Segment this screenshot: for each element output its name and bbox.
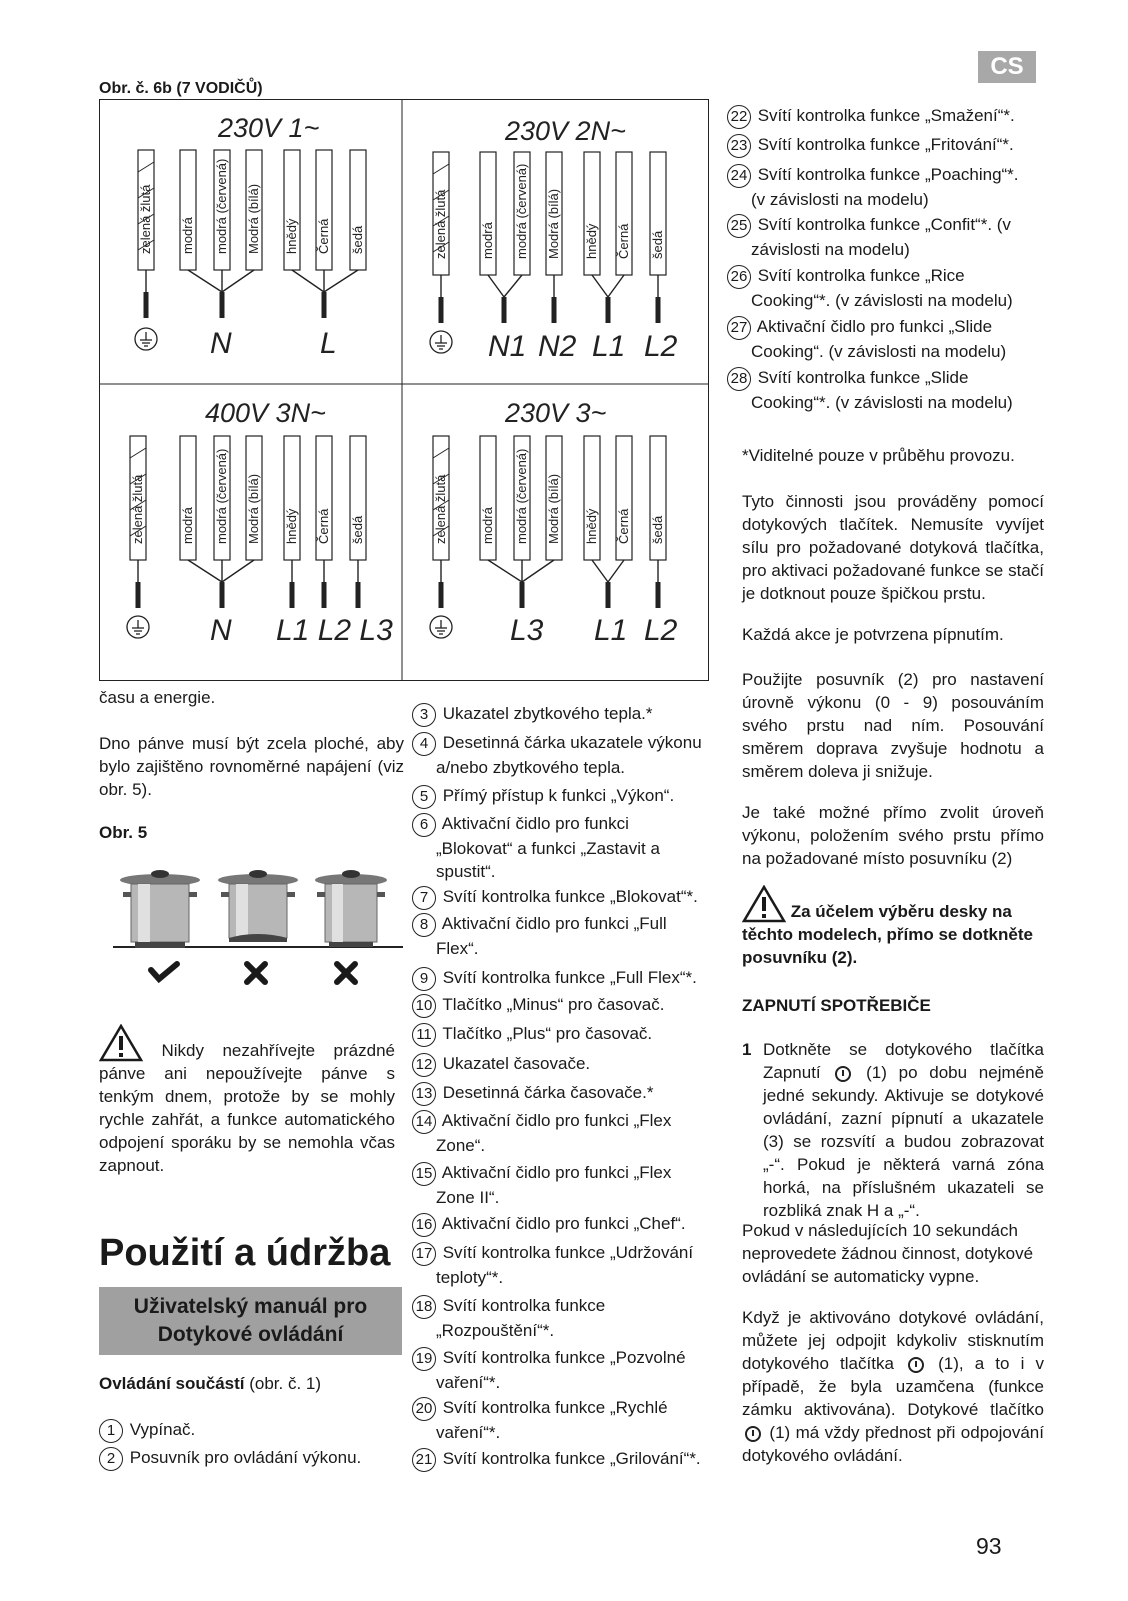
item-number: 12: [412, 1053, 436, 1077]
wire-terminal: [220, 582, 225, 608]
controls-heading: [99, 1372, 404, 1395]
list-item: [727, 163, 1027, 211]
list-item: [412, 966, 712, 991]
manual-title-box: [99, 1287, 402, 1355]
item-text: Ukazatel zbytkového tepla.*: [438, 704, 653, 723]
wire-label: modrá (červená): [514, 448, 529, 544]
list-item: [412, 1447, 712, 1472]
list-item: [99, 1418, 404, 1443]
wire-terminal: [656, 297, 661, 323]
warning-empty-pans: [99, 1024, 395, 1177]
wire-terminal: [439, 582, 444, 608]
manual-title-line-1: Uživatelský manuál pro: [133, 1295, 368, 1318]
pans-illustration: [113, 868, 403, 998]
wire-label: Modrá (bílá): [546, 188, 561, 259]
item-text: Svítí kontrolka funkce „Smažení“*.: [753, 106, 1015, 125]
item-number: 28: [727, 367, 751, 391]
warning-icon: [99, 1024, 143, 1062]
item-number: 17: [412, 1242, 436, 1266]
cross-icon: [247, 964, 265, 982]
wire-label: Černá: [316, 218, 331, 254]
item-text: Tlačítko „Minus“ pro časovač.: [438, 995, 665, 1014]
paragraph-pan-flat: Dno pánve musí být zcela ploché, aby bylo zajištěno rovnoměrné napájení (viz obr. 5).: [99, 734, 404, 799]
wire-terminal: [322, 292, 327, 318]
item-number: 24: [727, 164, 751, 188]
terminal-label: N1: [488, 330, 527, 363]
item-number: 6: [412, 813, 436, 837]
paragraph-beep: Každá akce je potvrzena pípnutím.: [742, 625, 1004, 644]
item-number: 13: [412, 1082, 436, 1106]
wire-label: modrá: [480, 507, 495, 544]
item-number: 21: [412, 1448, 436, 1472]
wire-line: [222, 560, 254, 582]
wire-line: [522, 560, 554, 582]
item-number: 14: [412, 1110, 436, 1134]
item-number: 20: [412, 1397, 436, 1421]
pan-illustration-small: [315, 870, 387, 947]
item-text-continued: vaření“*.: [436, 1372, 501, 1392]
terminal-label: L1 L2 L3: [276, 614, 393, 647]
item-text: Svítí kontrolka funkce „Confit“*. (v: [753, 215, 1011, 234]
item-number: 8: [412, 913, 436, 937]
item-text: Aktivační čidlo pro funkci „Slide: [753, 317, 993, 336]
item-text-continued: závislosti na modelu): [751, 239, 910, 259]
check-icon: [151, 964, 177, 979]
wire-terminal: [220, 292, 225, 318]
item-text: Svítí kontrolka funkce „Udržování: [438, 1243, 694, 1262]
wire-label: šedá: [650, 515, 665, 544]
item-number: 9: [412, 967, 436, 991]
wire-group: [127, 150, 666, 638]
item-text-continued: teploty“*.: [436, 1267, 504, 1287]
wire-label: zelená žlutá: [433, 189, 448, 259]
terminal-label: L: [320, 327, 337, 360]
wire-label: modrá (červená): [514, 163, 529, 259]
item-number: 11: [412, 1023, 436, 1047]
list-item: [727, 104, 1027, 129]
list-item: [412, 1396, 712, 1444]
list-item: [412, 1022, 712, 1047]
item-text-continued: „Rozpouštění“*.: [436, 1320, 555, 1340]
wire-line: [608, 560, 624, 582]
item-number: 19: [412, 1347, 436, 1371]
switch-off-text-a: Když je aktivováno dotykové ovládání, můžete jej odpojit kdykoliv stisknutím dotykového tlačítka: [742, 1308, 1044, 1373]
list-item: [412, 993, 712, 1018]
wire-line: [592, 560, 608, 582]
wire-label: šedá: [350, 515, 365, 544]
wire-label: modrá: [180, 507, 195, 544]
wire-label: modrá: [480, 222, 495, 259]
wire-terminal: [552, 297, 557, 323]
page-number: 93: [976, 1533, 1002, 1559]
list-item: [412, 784, 712, 809]
item-text: Svítí kontrolka funkce „Rice: [753, 266, 965, 285]
wire-terminal: [656, 582, 661, 608]
list-item: [727, 133, 1027, 158]
item-number: 7: [412, 886, 436, 910]
item-text-continued: Zone“.: [436, 1135, 486, 1155]
list-item: [412, 912, 712, 960]
list-item: [412, 731, 712, 779]
wire-label: Modrá (bílá): [546, 473, 561, 544]
power-icon: [745, 1426, 761, 1442]
wire-label: modrá (červená): [214, 448, 229, 544]
wire-label: Černá: [616, 223, 631, 259]
terminal-label: L1: [594, 614, 628, 647]
list-item: [412, 1052, 712, 1077]
wire-label: modrá (červená): [214, 158, 229, 254]
step-1: [742, 1038, 1044, 1222]
ground-icon: [127, 616, 149, 638]
item-number: 25: [727, 214, 751, 238]
terminal-label: L2: [644, 330, 678, 363]
item-text-continued: „Blokovat“ a funkci „Zastavit a spustit“.: [436, 838, 660, 881]
figure-5-label: Obr. 5: [99, 823, 148, 842]
figure-6b-title: Obr. č. 6b (7 VODIČŮ): [99, 80, 263, 97]
step-text: [742, 1038, 1044, 1222]
wire-terminal: [439, 297, 444, 323]
paragraph-direct: Je také možné přímo zvolit úroveň výkonu, položením svého prstu přímo na požadované místo posuvníku (2): [742, 803, 1044, 868]
paragraph-time-energy: času a energie.: [99, 688, 216, 707]
item-text: Svítí kontrolka funkce: [438, 1296, 606, 1315]
wire-label: Modrá (bílá): [246, 183, 261, 254]
list-item: [412, 1294, 712, 1342]
item-text: Posuvník pro ovládání výkonu.: [129, 1448, 362, 1467]
item-text-continued: (v závislosti na modelu): [751, 189, 929, 209]
wire-line: [222, 270, 254, 292]
terminal-label: N: [210, 614, 232, 647]
list-item: [412, 1241, 712, 1289]
quadrant-title-4: 230V 3~: [505, 398, 607, 428]
visibility-note: *Viditelné pouze v průběhu provozu.: [742, 446, 1015, 465]
item-text-continued: Cooking“*. (v závislosti na modelu): [751, 392, 1013, 412]
cross-icon: [337, 964, 355, 982]
item-number: 18: [412, 1295, 436, 1319]
quadrant-title-3: 400V 3N~: [205, 398, 326, 428]
wire-label: šedá: [350, 225, 365, 254]
list-item: [727, 315, 1027, 363]
list-item: [412, 1346, 712, 1394]
item-number: 5: [412, 785, 436, 809]
pan-illustration-curved: [218, 870, 298, 942]
list-item: [727, 366, 1027, 414]
warning-slider: [742, 885, 1044, 969]
item-number: 10: [412, 994, 436, 1018]
list-item: [412, 1161, 712, 1209]
wire-line: [608, 275, 624, 297]
power-icon: [835, 1066, 851, 1082]
list-item: [727, 264, 1027, 312]
item-text: Svítí kontrolka funkce „Poaching“*.: [753, 165, 1019, 184]
list-item: [412, 1109, 712, 1157]
manual-title-line-2: Dotykové ovládání: [157, 1323, 344, 1346]
item-text: Svítí kontrolka funkce „Fritování“*.: [753, 135, 1014, 154]
wire-label: hnědý: [284, 218, 299, 254]
item-text: Přímý přístup k funkci „Výkon“.: [438, 786, 675, 805]
paragraph-switch-off: [742, 1306, 1044, 1467]
wire-terminal: [356, 582, 361, 608]
wire-line: [504, 275, 522, 297]
wire-terminal: [502, 297, 507, 323]
wire-line: [488, 275, 504, 297]
item-text: Aktivační čidlo pro funkci: [438, 814, 629, 833]
paragraph-timeout: Pokud v následujících 10 sekundách neprovedete žádnou činnost, dotykové ovládání se automaticky vypne.: [742, 1221, 1034, 1286]
list-item: [412, 1212, 712, 1237]
warning-text: Nikdy nezahřívejte prázdné pánve ani nepoužívejte pánve s tenkým dnem, protože by se mohly rychle zahřát, a funkce automatického odpojení sporáku by se nemohla včas zapnout.: [99, 1041, 395, 1175]
wire-label: Černá: [316, 508, 331, 544]
item-text-continued: a/nebo zbytkového tepla.: [436, 757, 626, 777]
list-item: [99, 1446, 404, 1471]
item-number: 1: [99, 1419, 123, 1443]
terminal-label: L3: [510, 614, 544, 647]
step-text-b: (1) po dobu nejméně jedné sekundy. Aktivuje se dotykové ovládání, zazní pípnutí a ukazatele (3) se rozsvítí a budou zobrazovat „-“. Pokud je některá varná zóna horká, na příslušném ukazateli se rozbliká znak H a „-“.: [763, 1063, 1045, 1220]
wire-terminal: [606, 297, 611, 323]
item-text: Aktivační čidlo pro funkci „Flex: [438, 1163, 672, 1182]
step-text-a: Dotkněte se dotykového tlačítka Zapnutí: [763, 1040, 1044, 1082]
paragraph-slider: Použijte posuvník (2) pro nastavení úrovně výkonu (0 - 9) posouváním svého prstu nad ním. Posouvání směrem doprava zvyšuje hodnotu a směrem doleva ji snižuje.: [742, 670, 1044, 781]
item-text: Desetinná čárka ukazatele výkonu: [438, 733, 702, 752]
language-badge: CS: [978, 51, 1036, 83]
item-text: Aktivační čidlo pro funkci „Flex: [438, 1111, 672, 1130]
item-text: Aktivační čidlo pro funkci „Full: [438, 914, 667, 933]
item-text: Svítí kontrolka funkce „Blokovat“*.: [438, 887, 698, 906]
warning-icon: [742, 885, 786, 923]
list-item: [727, 213, 1027, 261]
item-number: 15: [412, 1162, 436, 1186]
item-text: Svítí kontrolka funkce „Rychlé: [438, 1398, 668, 1417]
wire-line: [324, 270, 358, 292]
wire-line: [592, 275, 608, 297]
item-number: 16: [412, 1213, 436, 1237]
wiring-diagram-svg: [100, 100, 708, 680]
item-text: Svítí kontrolka funkce „Full Flex“*.: [438, 968, 697, 987]
list-item: [412, 885, 712, 910]
wiring-diagram: [99, 99, 709, 681]
step-number: 1: [742, 1040, 752, 1059]
wire-terminal: [606, 582, 611, 608]
item-text: Aktivační čidlo pro funkci „Chef“.: [438, 1214, 686, 1233]
list-item: [412, 702, 712, 727]
item-number: 26: [727, 265, 751, 289]
wire-label: hnědý: [584, 508, 599, 544]
item-text: Tlačítko „Plus“ pro časovač.: [438, 1024, 653, 1043]
terminal-label: L2: [644, 614, 678, 647]
wire-line: [292, 270, 324, 292]
wire-line: [188, 270, 222, 292]
item-text-continued: Flex“.: [436, 938, 479, 958]
item-number: 4: [412, 732, 436, 756]
wire-line: [188, 560, 222, 582]
terminal-label: N: [210, 327, 232, 360]
item-text: Svítí kontrolka funkce „Slide: [753, 368, 969, 387]
wire-label: zelená žlutá: [433, 474, 448, 544]
item-text: Svítí kontrolka funkce „Grilování“*.: [438, 1449, 701, 1468]
wire-line: [488, 560, 522, 582]
terminal-label: L1: [592, 330, 626, 363]
wire-label: Černá: [616, 508, 631, 544]
controls-heading-bold: Ovládání součástí: [99, 1374, 245, 1393]
ground-icon: [430, 331, 452, 353]
list-item: [412, 1081, 712, 1106]
item-text: Vypínač.: [129, 1420, 196, 1439]
wire-label: zelená žlutá: [130, 474, 145, 544]
item-text-continued: Cooking“*. (v závislosti na modelu): [751, 290, 1013, 310]
item-text: Svítí kontrolka funkce „Pozvolné: [438, 1348, 686, 1367]
list-item: [412, 812, 712, 883]
ground-icon: [135, 328, 157, 350]
wire-terminal: [322, 582, 327, 608]
item-number: 22: [727, 105, 751, 129]
item-number: 2: [99, 1447, 123, 1471]
ground-icon: [430, 616, 452, 638]
item-number: 3: [412, 703, 436, 727]
item-number: 23: [727, 134, 751, 158]
item-number: 27: [727, 316, 751, 340]
quadrant-title-1: 230V 1~: [218, 113, 320, 143]
wire-label: hnědý: [584, 223, 599, 259]
controls-heading-rest: (obr. č. 1): [244, 1374, 322, 1393]
switch-off-text-c: (1) má vždy přednost při odpojování dotykového ovládání.: [742, 1423, 1044, 1465]
switch-off-text-b: (1), a to i v případě, že byla uzamčena (funkce zámku aktivována). Dotykové tlačítko: [742, 1354, 1044, 1419]
quadrant-title-2: 230V 2N~: [505, 116, 626, 146]
wire-label: šedá: [650, 230, 665, 259]
power-icon: [908, 1357, 924, 1373]
item-text-continued: vaření“*.: [436, 1422, 501, 1442]
wire-terminal: [520, 582, 525, 608]
wire-terminal: [136, 582, 141, 608]
paragraph-touch: Tyto činnosti jsou prováděny pomocí dotykových tlačítek. Nemusíte vyvíjet sílu pro požadované dotyková tlačítka, pro aktivaci požadované funkce se stačí je dotknout pouze špičkou prstu.: [742, 492, 1044, 603]
item-text: Ukazatel časovače.: [438, 1054, 591, 1073]
wire-terminal: [290, 582, 295, 608]
item-text: Desetinná čárka časovače.*: [438, 1083, 654, 1102]
wire-terminal: [144, 292, 149, 318]
pan-illustration-flat: [120, 870, 200, 948]
item-text-continued: Cooking“. (v závislosti na modelu): [751, 341, 1007, 361]
wire-label: hnědý: [284, 508, 299, 544]
heading-switch-on: ZAPNUTÍ SPOTŘEBIČE: [742, 996, 931, 1015]
section-title: Použití a údržba: [99, 1232, 391, 1274]
wire-label: Modrá (bílá): [246, 473, 261, 544]
wire-label: zelená žlutá: [138, 184, 153, 254]
warning-slider-text: Za účelem výběru desky na těchto modelech, přímo se dotkněte posuvníku (2).: [742, 902, 1033, 967]
item-text-continued: Zone II“.: [436, 1187, 500, 1207]
terminal-label: N2: [538, 330, 577, 363]
wire-label: modrá: [180, 217, 195, 254]
